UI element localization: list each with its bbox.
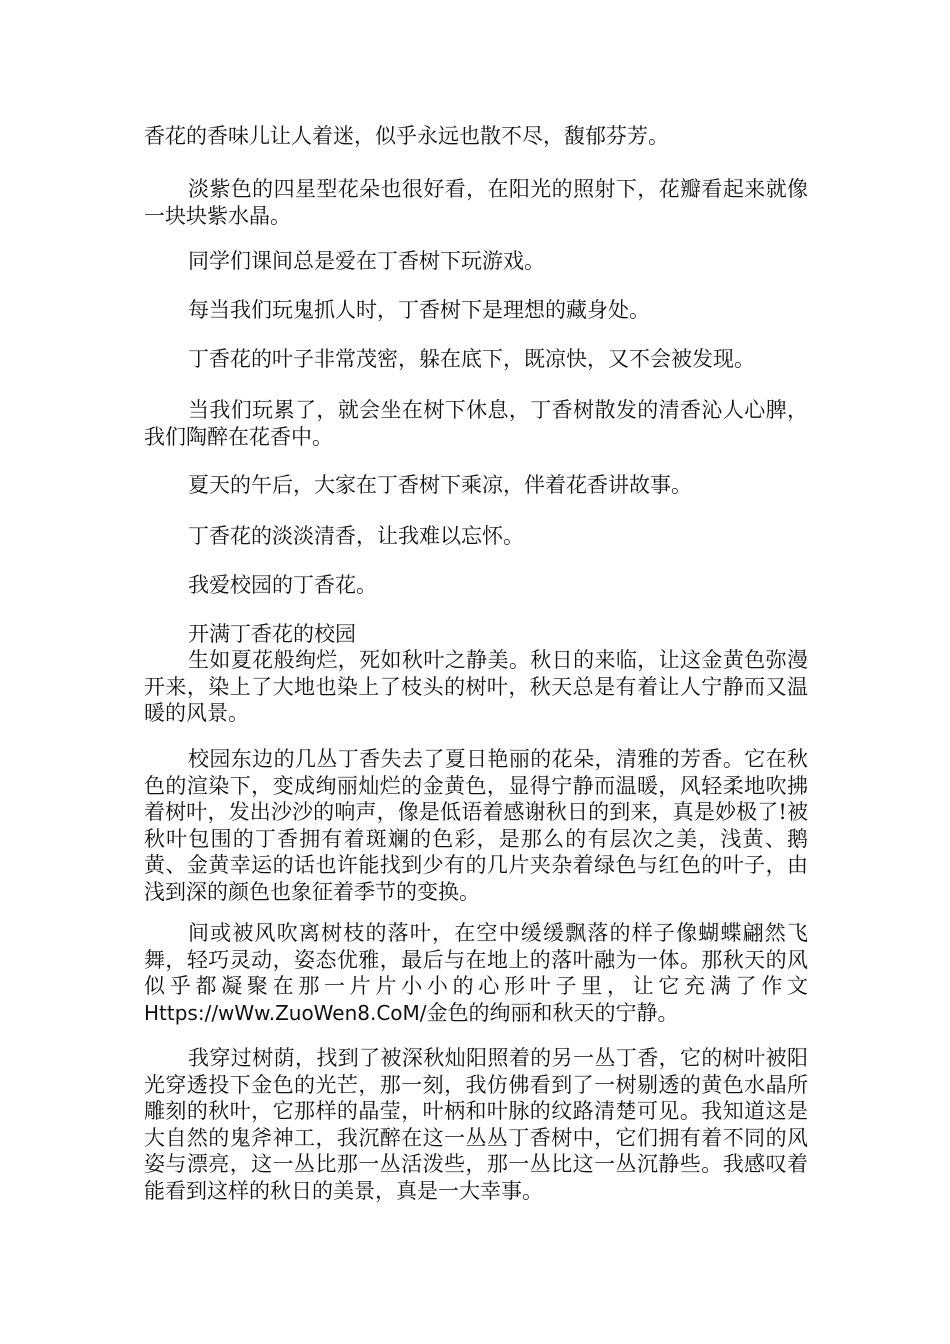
falling-leaves-text: 间或被风吹离树枝的落叶，在空中缓缓飘落的样子像蝴蝶翩然飞舞，轻巧灵动，姿态优雅，最后与在地上的落叶融为一体。那秋天的风似乎都凝聚在那一片片小小的心形叶子里，让它充满了作文 [144,921,808,998]
paragraph-purple-flowers: 淡紫色的四星型花朵也很好看，在阳光的照射下，花瓣看起来就像一块块紫水晶。 [144,177,808,228]
paragraph-hide-and-seek: 每当我们玩鬼抓人时，丁香树下是理想的藏身处。 [188,298,650,322]
paragraph-golden-lilac: 我穿过树荫，找到了被深秋灿阳照着的另一丛丁香，它的树叶被阳光穿透投下金色的光芒，那一刻，我仿佛看到了一树剔透的黄色水晶所雕刻的秋叶，它那样的晶莹，叶柄和叶脉的纹路清楚可见。我知道这是大自然的鬼斧神工，我沉醉在这一丛丛丁香树中，它们拥有着不同的风姿与漂亮，这一丛比那一丛活泼些，那一丛比这一丛沉静些。我感叹着能看到这样的秋日的美景，真是一大幸事。 [144,1046,808,1203]
essay-title: 开满丁香花的校园 [188,622,356,646]
paragraph-falling-leaves [144,920,808,1026]
paragraph-autumn-intro: 生如夏花般绚烂，死如秋叶之静美。秋日的来临，让这金黄色弥漫开来，染上了大地也染上了枝头的树叶，秋天总是有着让人宁静而又温暖的风景。 [144,648,808,725]
document-page [144,0,808,1344]
paragraph-summer-afternoon: 夏天的午后，大家在丁香树下乘凉，伴着花香讲故事。 [188,473,692,497]
paragraph-east-lilacs: 校园东边的几丛丁香失去了夏日艳丽的花朵，清雅的芳香。它在秋色的渲染下，变成绚丽灿烂的金黄色，显得宁静而温暖，风轻柔地吹拂着树叶，发出沙沙的响声，像是低语着感谢秋日的到来，真是妙极了!被秋叶包围的丁香拥有着斑斓的色彩，是那么的有层次之美，浅黄、鹅黄、金黄幸运的话也许能找到少有的几片夹杂着绿色与红色的叶子，由浅到深的颜色也象征着季节的变换。 [144,747,808,904]
source-url-text: Https://wWw.ZuoWen8.CoM/ [144,1000,427,1025]
falling-leaves-ending: 金色的绚丽和秋天的宁静。 [426,1000,679,1025]
paragraph-unforgettable: 丁香花的淡淡清香，让我难以忘怀。 [188,524,524,548]
paragraph-dense-leaves: 丁香花的叶子非常茂密，躲在底下，既凉快，又不会被发现。 [188,347,755,371]
paragraph-rest-under-tree: 当我们玩累了，就会坐在树下休息，丁香树散发的清香沁人心脾，我们陶醉在花香中。 [144,398,808,449]
paragraph-love-lilacs: 我爱校园的丁香花。 [188,573,377,597]
paragraph-recess-games: 同学们课间总是爱在丁香树下玩游戏。 [188,249,545,273]
paragraph-lilac-fragrance: 香花的香味儿让人着迷，似乎永远也散不尽，馥郁芬芳。 [144,124,669,148]
